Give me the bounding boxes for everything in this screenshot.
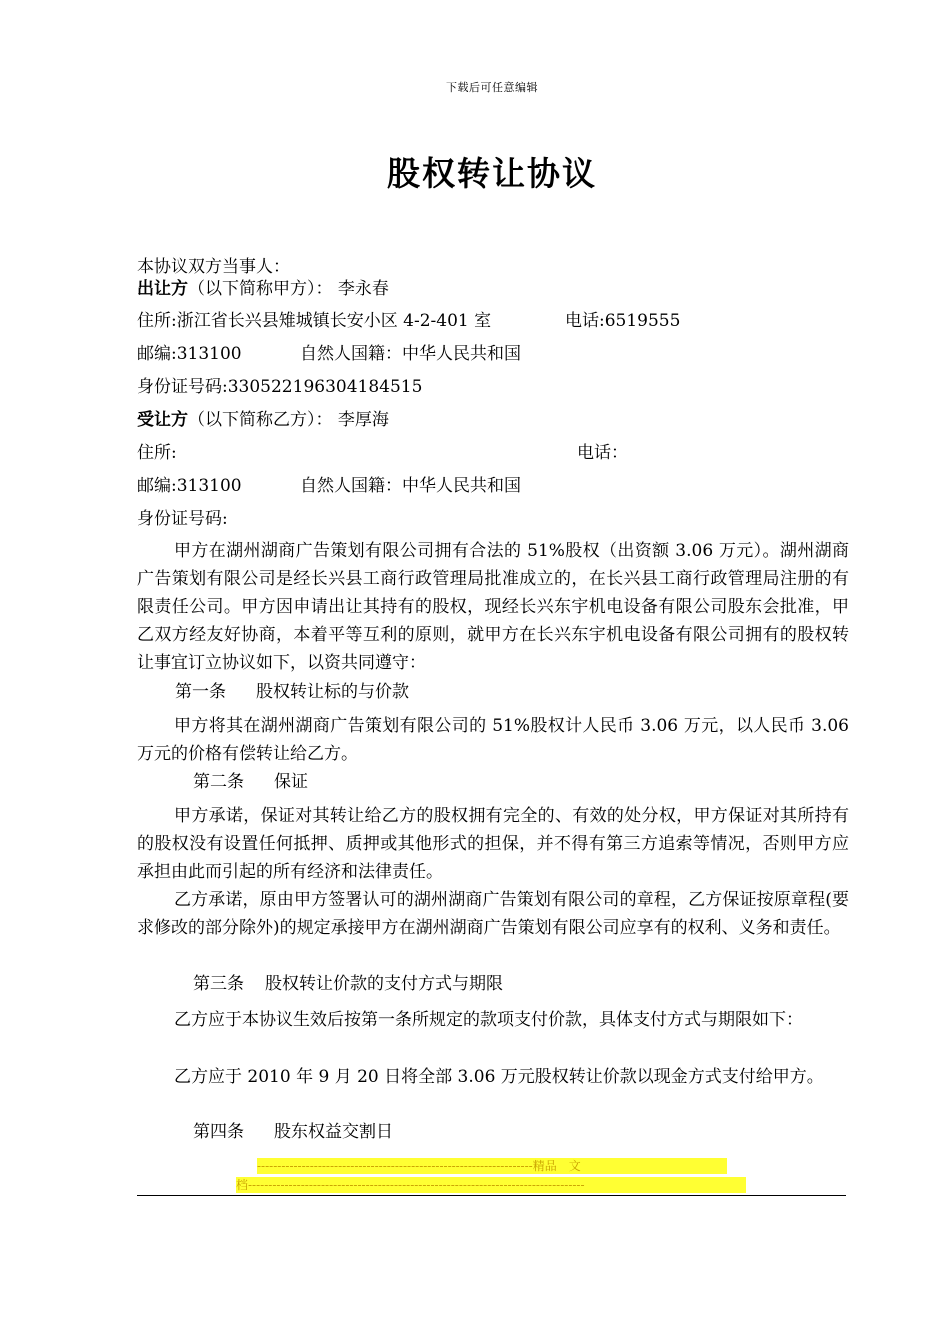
seller-line — [137, 275, 389, 303]
article-3-paragraph-1: 乙方应于本协议生效后按第一条所规定的款项支付价款，具体支付方式与期限如下： — [174, 1010, 803, 1030]
article-3-number: 第三条 — [193, 974, 244, 994]
article-3-heading — [193, 970, 503, 998]
footer-watermark-line-2: 档----------------------------------------------------------------------------------- — [236, 1177, 746, 1193]
buyer-line — [137, 406, 389, 434]
article-3-paragraph-2: 乙方应于 2010 年 9 月 20 日将全部 3.06 万元股权转让价款以现金方式支付给甲方。 — [174, 1067, 824, 1087]
article-2-title: 保证 — [274, 772, 308, 792]
buyer-label: 受让方 — [137, 410, 188, 430]
footer-watermark-line-1: --------------------------------------------------------------------精品 文 — [257, 1158, 727, 1174]
article-1-number: 第一条 — [175, 682, 226, 702]
article-1-heading — [175, 678, 409, 706]
seller-address: 住所:浙江省长兴县雉城镇长安小区 4-2-401 室 — [137, 311, 492, 331]
parties-intro: 本协议双方当事人： — [137, 257, 290, 277]
article-3-title: 股权转让价款的支付方式与期限 — [265, 974, 503, 994]
header-note: 下载后可任意编辑 — [446, 81, 538, 94]
buyer-phone: 电话： — [577, 443, 628, 463]
article-4-title: 股东权益交割日 — [274, 1122, 393, 1142]
seller-phone: 电话:6519555 — [565, 311, 681, 331]
page-title: 股权转让协议 — [387, 154, 597, 193]
seller-desc: （以下简称甲方）： 李永春 — [188, 279, 389, 299]
article-4-number: 第四条 — [193, 1122, 244, 1142]
article-2-paragraph-2: 乙方承诺，原由甲方签署认可的湖州湖商广告策划有限公司的章程，乙方保证按原章程(要求修改的部分除外)的规定承接甲方在湖州湖商广告策划有限公司应享有的权利、义务和责任。 — [137, 890, 849, 938]
seller-id: 身份证号码:330522196304184515 — [137, 377, 423, 397]
buyer-postcode: 邮编:313100 — [137, 476, 242, 496]
seller-postcode: 邮编:313100 — [137, 344, 242, 364]
footer-divider — [137, 1195, 846, 1196]
seller-address-line — [137, 307, 491, 335]
preamble-paragraph: 甲方在湖州湖商广告策划有限公司拥有合法的 51%股权（出资额 3.06 万元）。湖州湖商广告策划有限公司是经长兴县工商行政管理局批准成立的，在长兴县工商行政管理局注册的有限责任公司。甲方因申请出让其持有的股权，现经长兴东宇机电设备有限公司股东会批准，甲乙双方经友好协商，本着平等互利的原则，就甲方在长兴东宇机电设备有限公司拥有的股权转让事宜订立协议如下，以资共同遵守： — [137, 541, 849, 673]
buyer-nationality: 自然人国籍：中华人民共和国 — [300, 476, 521, 496]
buyer-address: 住所: — [137, 443, 177, 463]
seller-label: 出让方 — [137, 279, 188, 299]
article-2-heading — [193, 768, 308, 796]
article-2-paragraph-1: 甲方承诺，保证对其转让给乙方的股权拥有完全的、有效的处分权，甲方保证对其所持有的股权没有设置任何抵押、质押或其他形式的担保，并不得有第三方追索等情况，否则甲方应承担由此而引起的所有经济和法律责任。 — [137, 806, 849, 882]
seller-nationality: 自然人国籍：中华人民共和国 — [300, 344, 521, 364]
article-2-number: 第二条 — [193, 772, 244, 792]
article-1-title: 股权转让标的与价款 — [256, 682, 409, 702]
buyer-desc: （以下简称乙方）： 李厚海 — [188, 410, 389, 430]
article-1-text: 甲方将其在湖州湖商广告策划有限公司的 51%股权计人民币 3.06 万元，以人民币 3.06 万元的价格有偿转让给乙方。 — [137, 716, 849, 764]
buyer-id: 身份证号码: — [137, 509, 228, 529]
article-4-heading — [193, 1118, 393, 1146]
